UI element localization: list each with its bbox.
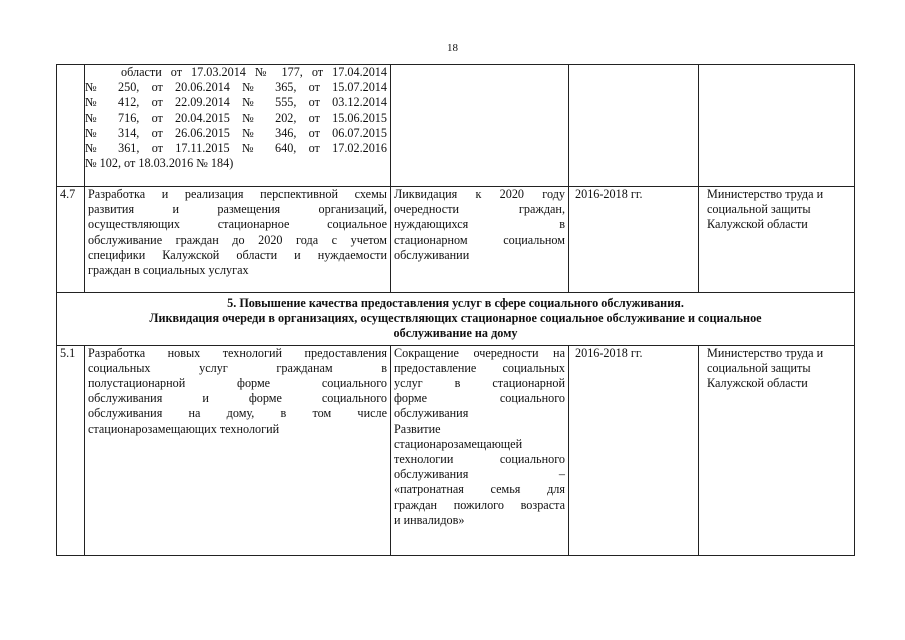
measures-table [56, 64, 855, 556]
measure-line: граждан в социальных услугах [88, 263, 249, 278]
cell-result [391, 65, 569, 187]
result-line: предоставление социальных [394, 360, 565, 375]
table-row-5-1 [57, 345, 855, 555]
measure-line: № 361, от 17.11.2015 № 640, от 17.02.2016 [85, 141, 387, 156]
measure-line: развития и размещения организаций, [88, 202, 387, 217]
result-line: стационарном социальном [394, 232, 565, 247]
page-number: 18 [447, 42, 458, 54]
cell-measure [85, 345, 391, 555]
measure-line: № 250, от 20.06.2014 № 365, от 15.07.2014 [85, 80, 387, 95]
measure-line: социальных услуг гражданам в [88, 360, 387, 375]
measure-line: осуществляющих стационарное социальное [88, 217, 387, 232]
measure-line: обслуживания на дому, в том числе [88, 406, 387, 421]
measure-line: обслуживания и форме социального [88, 391, 387, 406]
cell-executor [699, 345, 855, 555]
result-line: форме социального [394, 391, 565, 406]
cell-period [569, 65, 699, 187]
measure-line: № 716, от 20.04.2015 № 202, от 15.06.2015 [85, 110, 387, 125]
section-title-line: Ликвидация очереди в организациях, осуществляющих стационарное социальное обслуживание и социальное [149, 311, 762, 326]
section-5-heading [57, 293, 855, 346]
result-line: стационарозамещающей [394, 436, 523, 451]
executor-line: Министерство труда и [707, 187, 824, 201]
result-line: и инвалидов» [394, 512, 465, 527]
result-line: нуждающихся в [394, 217, 565, 232]
cell-executor [699, 65, 855, 187]
cell-num: 4.7 [57, 187, 85, 293]
result-line: Сокращение очередности на [394, 345, 565, 360]
measure-line: специфики Калужской области и нуждаемости [88, 247, 387, 262]
section-title-line: 5. Повышение качества предоставления услуг в сфере социального обслуживания. [227, 296, 684, 310]
measure-line: Разработка и реализация перспективной схемы [88, 187, 387, 201]
measure-line: обслуживание граждан до 2020 года с учетом [88, 232, 387, 247]
cell-num: 5.1 [57, 345, 85, 555]
executor-line: Министерство труда и [707, 345, 824, 360]
result-line: «патронатная семья для [394, 482, 565, 497]
result-line: очередности граждан, [394, 202, 565, 217]
measure-line: № 314, от 26.06.2015 № 346, от 06.07.2015 [85, 125, 387, 140]
section-header-row [57, 293, 855, 346]
executor-line: Калужской области [707, 376, 808, 391]
executor-line: социальной защиты [707, 360, 811, 375]
measure-line: № 412, от 22.09.2014 № 555, от 03.12.2014 [85, 95, 387, 110]
cell-measure [85, 65, 391, 187]
result-line: граждан пожилого возраста [394, 497, 565, 512]
result-line: Ликвидация к 2020 году [394, 187, 565, 201]
result-line: обслуживании [394, 247, 470, 262]
executor-line: социальной защиты [707, 202, 811, 217]
cell-period: 2016-2018 гг. [569, 345, 699, 555]
cell-measure [85, 187, 391, 293]
section-title-line: обслуживание на дому [393, 326, 518, 341]
table-row-continuation [57, 65, 855, 187]
result-line: технологии социального [394, 452, 565, 467]
cell-result [391, 345, 569, 555]
result-line: обслуживания – [394, 467, 565, 482]
measure-line: № 102, от 18.03.2016 № 184) [85, 156, 234, 171]
executor-line: Калужской области [707, 217, 808, 232]
measure-line: области от 17.03.2014 № 177, от 17.04.2014 [121, 65, 387, 79]
measure-line: стационарозамещающих технологий [88, 421, 280, 436]
cell-executor [699, 187, 855, 293]
cell-period: 2016-2018 гг. [569, 187, 699, 293]
cell-result [391, 187, 569, 293]
result-line: Развитие [394, 421, 441, 436]
cell-num [57, 65, 85, 187]
measure-line: Разработка новых технологий предоставления [88, 345, 387, 360]
result-line: услуг в стационарной [394, 376, 565, 391]
measure-line: полустационарной форме социального [88, 376, 387, 391]
result-line: обслуживания [394, 406, 469, 421]
table-row-4-7 [57, 187, 855, 293]
